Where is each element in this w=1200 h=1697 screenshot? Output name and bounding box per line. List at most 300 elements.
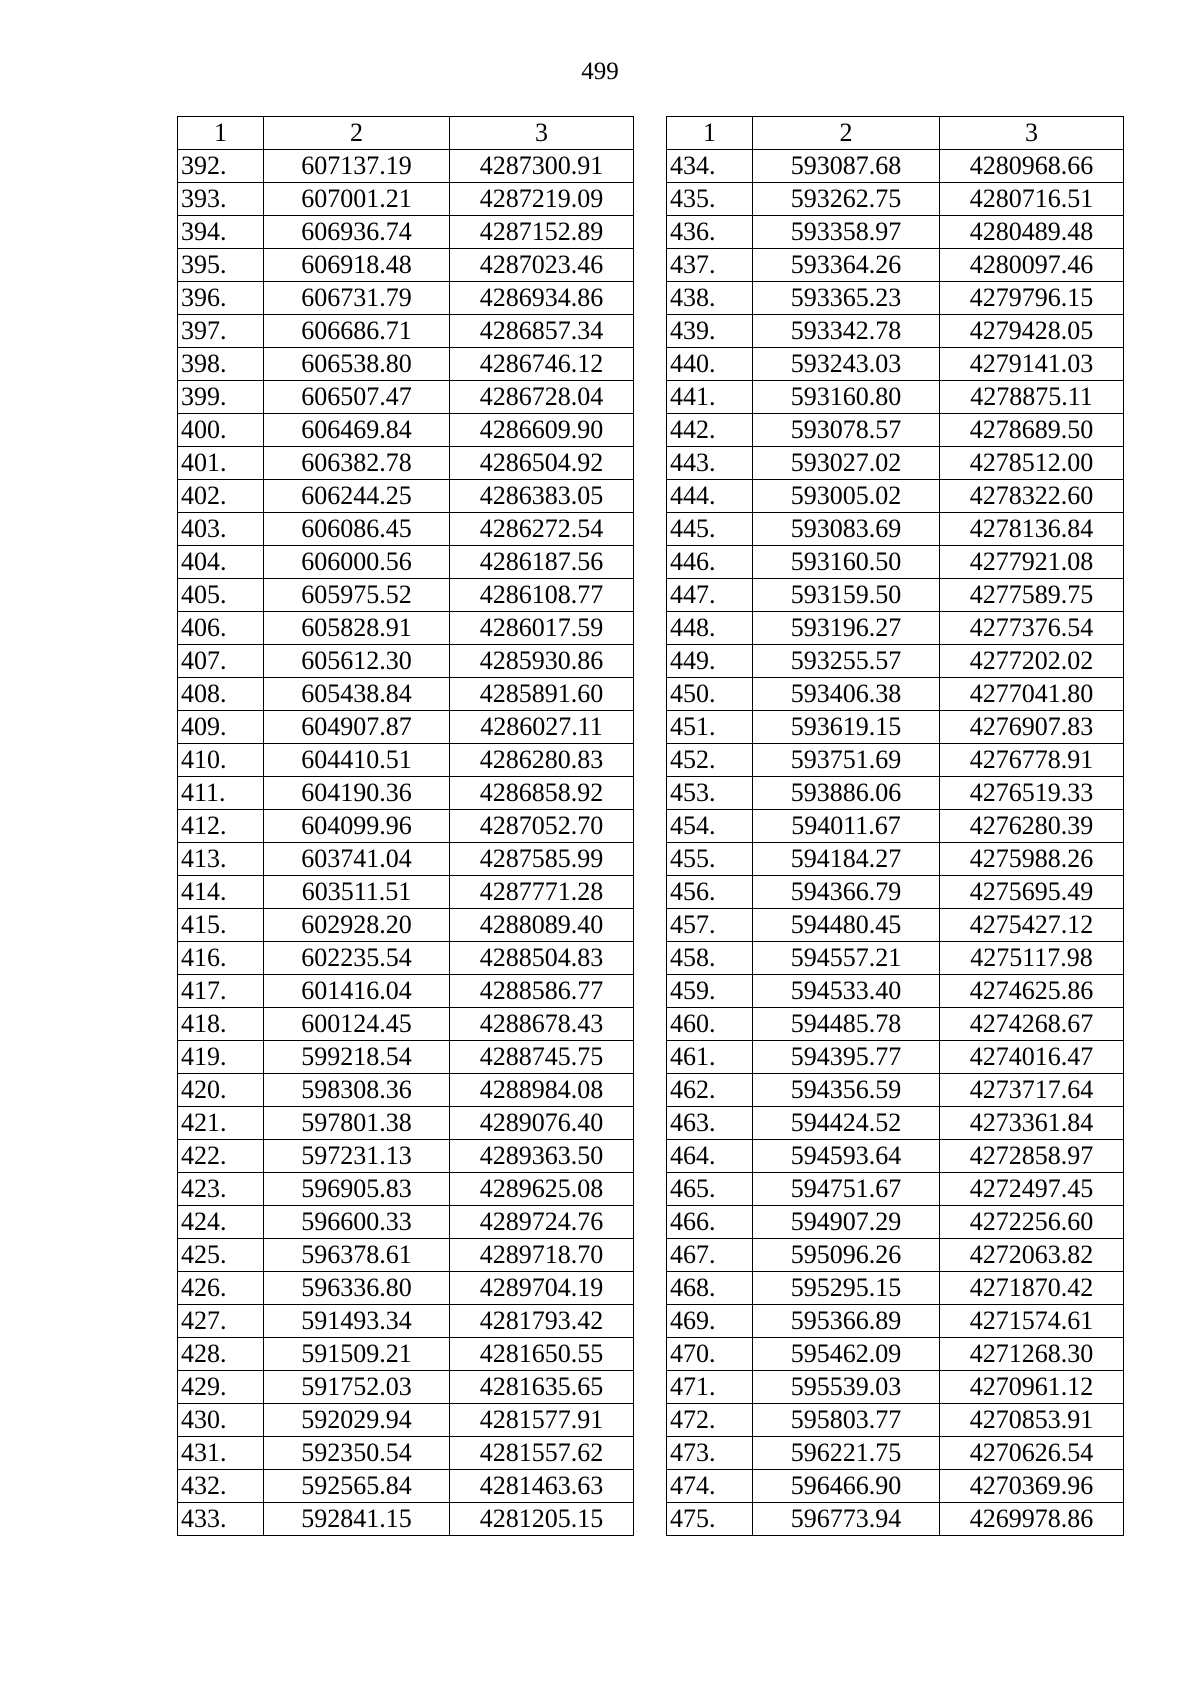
- table-row: [667, 480, 1124, 513]
- table-row: [667, 1470, 1124, 1503]
- table-row: [667, 1074, 1124, 1107]
- point-number-cell: 406.: [178, 612, 264, 645]
- page-number: 499: [581, 58, 619, 85]
- table-row: [178, 942, 634, 975]
- x-coordinate-cell: 592350.54: [264, 1437, 450, 1470]
- y-coordinate-cell: 4277041.80: [940, 678, 1124, 711]
- table-row: [178, 612, 634, 645]
- x-coordinate-cell: 599218.54: [264, 1041, 450, 1074]
- point-number-cell: 459.: [667, 975, 753, 1008]
- point-number-cell: 466.: [667, 1206, 753, 1239]
- table-row: [178, 1107, 634, 1140]
- table-row: [667, 744, 1124, 777]
- y-coordinate-cell: 4276280.39: [940, 810, 1124, 843]
- y-coordinate-cell: 4286027.11: [450, 711, 634, 744]
- x-coordinate-cell: 594557.21: [753, 942, 940, 975]
- y-coordinate-cell: 4288984.08: [450, 1074, 634, 1107]
- x-coordinate-cell: 602928.20: [264, 909, 450, 942]
- x-coordinate-cell: 594751.67: [753, 1173, 940, 1206]
- point-number-cell: 429.: [178, 1371, 264, 1404]
- table-row: [178, 843, 634, 876]
- x-coordinate-cell: 603741.04: [264, 843, 450, 876]
- x-coordinate-cell: 595539.03: [753, 1371, 940, 1404]
- table-row: [178, 480, 634, 513]
- x-coordinate-cell: 593005.02: [753, 480, 940, 513]
- column-header: 2: [264, 117, 450, 150]
- y-coordinate-cell: 4286728.04: [450, 381, 634, 414]
- table-row: [667, 1404, 1124, 1437]
- y-coordinate-cell: 4289625.08: [450, 1173, 634, 1206]
- table-row: [667, 1107, 1124, 1140]
- point-number-cell: 449.: [667, 645, 753, 678]
- x-coordinate-cell: 593078.57: [753, 414, 940, 447]
- y-coordinate-cell: 4277376.54: [940, 612, 1124, 645]
- y-coordinate-cell: 4269978.86: [940, 1503, 1124, 1536]
- x-coordinate-cell: 604410.51: [264, 744, 450, 777]
- point-number-cell: 473.: [667, 1437, 753, 1470]
- table-row: [667, 1272, 1124, 1305]
- table-row: [667, 546, 1124, 579]
- x-coordinate-cell: 596336.80: [264, 1272, 450, 1305]
- x-coordinate-cell: 594533.40: [753, 975, 940, 1008]
- y-coordinate-cell: 4286857.34: [450, 315, 634, 348]
- y-coordinate-cell: 4274016.47: [940, 1041, 1124, 1074]
- y-coordinate-cell: 4289724.76: [450, 1206, 634, 1239]
- y-coordinate-cell: 4275988.26: [940, 843, 1124, 876]
- y-coordinate-cell: 4271268.30: [940, 1338, 1124, 1371]
- point-number-cell: 432.: [178, 1470, 264, 1503]
- y-coordinate-cell: 4280097.46: [940, 249, 1124, 282]
- table-row: [667, 1140, 1124, 1173]
- x-coordinate-cell: 592029.94: [264, 1404, 450, 1437]
- y-coordinate-cell: 4286609.90: [450, 414, 634, 447]
- coordinates-table-right: [666, 116, 1124, 1536]
- point-number-cell: 438.: [667, 282, 753, 315]
- x-coordinate-cell: 593159.50: [753, 579, 940, 612]
- table-row: [667, 1371, 1124, 1404]
- y-coordinate-cell: 4287300.91: [450, 150, 634, 183]
- y-coordinate-cell: 4271574.61: [940, 1305, 1124, 1338]
- x-coordinate-cell: 605438.84: [264, 678, 450, 711]
- point-number-cell: 426.: [178, 1272, 264, 1305]
- y-coordinate-cell: 4288678.43: [450, 1008, 634, 1041]
- x-coordinate-cell: 606469.84: [264, 414, 450, 447]
- x-coordinate-cell: 606538.80: [264, 348, 450, 381]
- y-coordinate-cell: 4281793.42: [450, 1305, 634, 1338]
- y-coordinate-cell: 4286746.12: [450, 348, 634, 381]
- table-row: [667, 876, 1124, 909]
- table-row: [667, 414, 1124, 447]
- table-row: [667, 909, 1124, 942]
- y-coordinate-cell: 4272256.60: [940, 1206, 1124, 1239]
- point-number-cell: 454.: [667, 810, 753, 843]
- y-coordinate-cell: 4278689.50: [940, 414, 1124, 447]
- x-coordinate-cell: 593406.38: [753, 678, 940, 711]
- table-row: [667, 447, 1124, 480]
- x-coordinate-cell: 596466.90: [753, 1470, 940, 1503]
- table-row: [667, 381, 1124, 414]
- x-coordinate-cell: 593083.69: [753, 513, 940, 546]
- x-coordinate-cell: 597231.13: [264, 1140, 450, 1173]
- x-coordinate-cell: 606936.74: [264, 216, 450, 249]
- x-coordinate-cell: 592565.84: [264, 1470, 450, 1503]
- y-coordinate-cell: 4271870.42: [940, 1272, 1124, 1305]
- point-number-cell: 425.: [178, 1239, 264, 1272]
- point-number-cell: 440.: [667, 348, 753, 381]
- point-number-cell: 452.: [667, 744, 753, 777]
- y-coordinate-cell: 4286272.54: [450, 513, 634, 546]
- y-coordinate-cell: 4286858.92: [450, 777, 634, 810]
- x-coordinate-cell: 593255.57: [753, 645, 940, 678]
- point-number-cell: 416.: [178, 942, 264, 975]
- point-number-cell: 421.: [178, 1107, 264, 1140]
- y-coordinate-cell: 4286108.77: [450, 579, 634, 612]
- table-row: [667, 579, 1124, 612]
- table-row: [178, 381, 634, 414]
- y-coordinate-cell: 4286280.83: [450, 744, 634, 777]
- x-coordinate-cell: 607001.21: [264, 183, 450, 216]
- table-row: [178, 876, 634, 909]
- x-coordinate-cell: 604907.87: [264, 711, 450, 744]
- y-coordinate-cell: 4287152.89: [450, 216, 634, 249]
- table-row: [667, 843, 1124, 876]
- table-row: [178, 282, 634, 315]
- point-number-cell: 409.: [178, 711, 264, 744]
- column-header: 3: [940, 117, 1124, 150]
- point-number-cell: 433.: [178, 1503, 264, 1536]
- table-row: [667, 1173, 1124, 1206]
- point-number-cell: 460.: [667, 1008, 753, 1041]
- x-coordinate-cell: 595366.89: [753, 1305, 940, 1338]
- table-row: [178, 777, 634, 810]
- y-coordinate-cell: 4278875.11: [940, 381, 1124, 414]
- y-coordinate-cell: 4289704.19: [450, 1272, 634, 1305]
- table-row: [178, 645, 634, 678]
- point-number-cell: 405.: [178, 579, 264, 612]
- x-coordinate-cell: 593087.68: [753, 150, 940, 183]
- y-coordinate-cell: 4287023.46: [450, 249, 634, 282]
- y-coordinate-cell: 4281577.91: [450, 1404, 634, 1437]
- y-coordinate-cell: 4273717.64: [940, 1074, 1124, 1107]
- y-coordinate-cell: 4288586.77: [450, 975, 634, 1008]
- table-row: [178, 1074, 634, 1107]
- point-number-cell: 441.: [667, 381, 753, 414]
- x-coordinate-cell: 594395.77: [753, 1041, 940, 1074]
- x-coordinate-cell: 606382.78: [264, 447, 450, 480]
- table-row: [667, 975, 1124, 1008]
- x-coordinate-cell: 593160.50: [753, 546, 940, 579]
- y-coordinate-cell: 4272858.97: [940, 1140, 1124, 1173]
- x-coordinate-cell: 596378.61: [264, 1239, 450, 1272]
- point-number-cell: 427.: [178, 1305, 264, 1338]
- y-coordinate-cell: 4289363.50: [450, 1140, 634, 1173]
- y-coordinate-cell: 4278512.00: [940, 447, 1124, 480]
- y-coordinate-cell: 4281557.62: [450, 1437, 634, 1470]
- table-row: [667, 183, 1124, 216]
- table-row: [178, 546, 634, 579]
- y-coordinate-cell: 4279796.15: [940, 282, 1124, 315]
- x-coordinate-cell: 594907.29: [753, 1206, 940, 1239]
- y-coordinate-cell: 4287585.99: [450, 843, 634, 876]
- x-coordinate-cell: 602235.54: [264, 942, 450, 975]
- table-row: [178, 1404, 634, 1437]
- point-number-cell: 447.: [667, 579, 753, 612]
- point-number-cell: 474.: [667, 1470, 753, 1503]
- point-number-cell: 458.: [667, 942, 753, 975]
- x-coordinate-cell: 606000.56: [264, 546, 450, 579]
- table-row: [178, 711, 634, 744]
- point-number-cell: 445.: [667, 513, 753, 546]
- point-number-cell: 417.: [178, 975, 264, 1008]
- table-row: [667, 1239, 1124, 1272]
- table-row: [178, 447, 634, 480]
- table-row: [178, 414, 634, 447]
- x-coordinate-cell: 593342.78: [753, 315, 940, 348]
- y-coordinate-cell: 4275427.12: [940, 909, 1124, 942]
- point-number-cell: 407.: [178, 645, 264, 678]
- point-number-cell: 414.: [178, 876, 264, 909]
- table-row: [178, 810, 634, 843]
- x-coordinate-cell: 593619.15: [753, 711, 940, 744]
- point-number-cell: 418.: [178, 1008, 264, 1041]
- x-coordinate-cell: 593262.75: [753, 183, 940, 216]
- y-coordinate-cell: 4276778.91: [940, 744, 1124, 777]
- point-number-cell: 436.: [667, 216, 753, 249]
- table-row: [178, 1173, 634, 1206]
- point-number-cell: 461.: [667, 1041, 753, 1074]
- column-header: 1: [178, 117, 264, 150]
- point-number-cell: 402.: [178, 480, 264, 513]
- y-coordinate-cell: 4288504.83: [450, 942, 634, 975]
- point-number-cell: 442.: [667, 414, 753, 447]
- y-coordinate-cell: 4287219.09: [450, 183, 634, 216]
- point-number-cell: 401.: [178, 447, 264, 480]
- table-row: [667, 777, 1124, 810]
- x-coordinate-cell: 593358.97: [753, 216, 940, 249]
- x-coordinate-cell: 601416.04: [264, 975, 450, 1008]
- y-coordinate-cell: 4272063.82: [940, 1239, 1124, 1272]
- x-coordinate-cell: 595096.26: [753, 1239, 940, 1272]
- y-coordinate-cell: 4285891.60: [450, 678, 634, 711]
- table-row: [667, 315, 1124, 348]
- x-coordinate-cell: 595295.15: [753, 1272, 940, 1305]
- y-coordinate-cell: 4272497.45: [940, 1173, 1124, 1206]
- column-header: 1: [667, 117, 753, 150]
- y-coordinate-cell: 4286504.92: [450, 447, 634, 480]
- table-row: [667, 1206, 1124, 1239]
- y-coordinate-cell: 4276907.83: [940, 711, 1124, 744]
- point-number-cell: 395.: [178, 249, 264, 282]
- x-coordinate-cell: 592841.15: [264, 1503, 450, 1536]
- point-number-cell: 472.: [667, 1404, 753, 1437]
- point-number-cell: 392.: [178, 150, 264, 183]
- x-coordinate-cell: 594356.59: [753, 1074, 940, 1107]
- point-number-cell: 400.: [178, 414, 264, 447]
- x-coordinate-cell: 594593.64: [753, 1140, 940, 1173]
- x-coordinate-cell: 600124.45: [264, 1008, 450, 1041]
- table-row: [667, 1008, 1124, 1041]
- table-row: [178, 1041, 634, 1074]
- table-row: [667, 645, 1124, 678]
- table-row: [178, 150, 634, 183]
- y-coordinate-cell: 4273361.84: [940, 1107, 1124, 1140]
- point-number-cell: 475.: [667, 1503, 753, 1536]
- point-number-cell: 451.: [667, 711, 753, 744]
- table-row: [667, 513, 1124, 546]
- table-row: [667, 216, 1124, 249]
- x-coordinate-cell: 595803.77: [753, 1404, 940, 1437]
- table-row: [178, 1008, 634, 1041]
- table-row: [178, 1272, 634, 1305]
- point-number-cell: 455.: [667, 843, 753, 876]
- table-row: [178, 1206, 634, 1239]
- point-number-cell: 457.: [667, 909, 753, 942]
- table-row: [178, 744, 634, 777]
- x-coordinate-cell: 593886.06: [753, 777, 940, 810]
- y-coordinate-cell: 4277589.75: [940, 579, 1124, 612]
- y-coordinate-cell: 4281205.15: [450, 1503, 634, 1536]
- y-coordinate-cell: 4288745.75: [450, 1041, 634, 1074]
- x-coordinate-cell: 593751.69: [753, 744, 940, 777]
- y-coordinate-cell: 4286383.05: [450, 480, 634, 513]
- point-number-cell: 464.: [667, 1140, 753, 1173]
- table-row: [178, 1437, 634, 1470]
- table-row: [178, 1371, 634, 1404]
- table-header-row: [178, 117, 634, 150]
- x-coordinate-cell: 594424.52: [753, 1107, 940, 1140]
- x-coordinate-cell: 594480.45: [753, 909, 940, 942]
- point-number-cell: 450.: [667, 678, 753, 711]
- x-coordinate-cell: 594011.67: [753, 810, 940, 843]
- table-row: [667, 942, 1124, 975]
- x-coordinate-cell: 594366.79: [753, 876, 940, 909]
- point-number-cell: 408.: [178, 678, 264, 711]
- table-row: [667, 249, 1124, 282]
- y-coordinate-cell: 4274625.86: [940, 975, 1124, 1008]
- table-row: [667, 711, 1124, 744]
- table-row: [667, 1338, 1124, 1371]
- x-coordinate-cell: 591752.03: [264, 1371, 450, 1404]
- point-number-cell: 439.: [667, 315, 753, 348]
- y-coordinate-cell: 4275117.98: [940, 942, 1124, 975]
- table-header-row: [667, 117, 1124, 150]
- x-coordinate-cell: 606507.47: [264, 381, 450, 414]
- table-row: [667, 348, 1124, 381]
- point-number-cell: 428.: [178, 1338, 264, 1371]
- y-coordinate-cell: 4270961.12: [940, 1371, 1124, 1404]
- y-coordinate-cell: 4286017.59: [450, 612, 634, 645]
- point-number-cell: 397.: [178, 315, 264, 348]
- point-number-cell: 434.: [667, 150, 753, 183]
- x-coordinate-cell: 596905.83: [264, 1173, 450, 1206]
- y-coordinate-cell: 4270369.96: [940, 1470, 1124, 1503]
- y-coordinate-cell: 4276519.33: [940, 777, 1124, 810]
- y-coordinate-cell: 4280489.48: [940, 216, 1124, 249]
- x-coordinate-cell: 593027.02: [753, 447, 940, 480]
- y-coordinate-cell: 4277921.08: [940, 546, 1124, 579]
- x-coordinate-cell: 595462.09: [753, 1338, 940, 1371]
- y-coordinate-cell: 4279141.03: [940, 348, 1124, 381]
- y-coordinate-cell: 4281650.55: [450, 1338, 634, 1371]
- point-number-cell: 424.: [178, 1206, 264, 1239]
- y-coordinate-cell: 4278322.60: [940, 480, 1124, 513]
- point-number-cell: 431.: [178, 1437, 264, 1470]
- table-row: [178, 678, 634, 711]
- table-row: [178, 315, 634, 348]
- point-number-cell: 443.: [667, 447, 753, 480]
- x-coordinate-cell: 593196.27: [753, 612, 940, 645]
- table-row: [178, 1338, 634, 1371]
- y-coordinate-cell: 4279428.05: [940, 315, 1124, 348]
- x-coordinate-cell: 606244.25: [264, 480, 450, 513]
- point-number-cell: 448.: [667, 612, 753, 645]
- y-coordinate-cell: 4289718.70: [450, 1239, 634, 1272]
- point-number-cell: 430.: [178, 1404, 264, 1437]
- y-coordinate-cell: 4275695.49: [940, 876, 1124, 909]
- point-number-cell: 435.: [667, 183, 753, 216]
- point-number-cell: 422.: [178, 1140, 264, 1173]
- x-coordinate-cell: 606731.79: [264, 282, 450, 315]
- x-coordinate-cell: 606918.48: [264, 249, 450, 282]
- point-number-cell: 393.: [178, 183, 264, 216]
- x-coordinate-cell: 606086.45: [264, 513, 450, 546]
- point-number-cell: 413.: [178, 843, 264, 876]
- x-coordinate-cell: 591509.21: [264, 1338, 450, 1371]
- table-row: [667, 1305, 1124, 1338]
- y-coordinate-cell: 4287771.28: [450, 876, 634, 909]
- x-coordinate-cell: 594485.78: [753, 1008, 940, 1041]
- y-coordinate-cell: 4280968.66: [940, 150, 1124, 183]
- point-number-cell: 456.: [667, 876, 753, 909]
- table-row: [178, 216, 634, 249]
- table-row: [667, 810, 1124, 843]
- x-coordinate-cell: 597801.38: [264, 1107, 450, 1140]
- point-number-cell: 420.: [178, 1074, 264, 1107]
- table-row: [178, 1239, 634, 1272]
- table-row: [178, 513, 634, 546]
- y-coordinate-cell: 4281635.65: [450, 1371, 634, 1404]
- x-coordinate-cell: 607137.19: [264, 150, 450, 183]
- y-coordinate-cell: 4274268.67: [940, 1008, 1124, 1041]
- point-number-cell: 423.: [178, 1173, 264, 1206]
- x-coordinate-cell: 605612.30: [264, 645, 450, 678]
- x-coordinate-cell: 606686.71: [264, 315, 450, 348]
- x-coordinate-cell: 603511.51: [264, 876, 450, 909]
- y-coordinate-cell: 4270626.54: [940, 1437, 1124, 1470]
- table-row: [178, 249, 634, 282]
- point-number-cell: 415.: [178, 909, 264, 942]
- y-coordinate-cell: 4277202.02: [940, 645, 1124, 678]
- table-row: [178, 1140, 634, 1173]
- point-number-cell: 412.: [178, 810, 264, 843]
- x-coordinate-cell: 598308.36: [264, 1074, 450, 1107]
- x-coordinate-cell: 593160.80: [753, 381, 940, 414]
- point-number-cell: 410.: [178, 744, 264, 777]
- table-row: [667, 282, 1124, 315]
- point-number-cell: 471.: [667, 1371, 753, 1404]
- table-row: [178, 975, 634, 1008]
- point-number-cell: 419.: [178, 1041, 264, 1074]
- x-coordinate-cell: 596600.33: [264, 1206, 450, 1239]
- y-coordinate-cell: 4281463.63: [450, 1470, 634, 1503]
- x-coordinate-cell: 593365.23: [753, 282, 940, 315]
- y-coordinate-cell: 4286934.86: [450, 282, 634, 315]
- point-number-cell: 463.: [667, 1107, 753, 1140]
- y-coordinate-cell: 4280716.51: [940, 183, 1124, 216]
- table-row: [667, 612, 1124, 645]
- y-coordinate-cell: 4286187.56: [450, 546, 634, 579]
- table-row: [178, 1470, 634, 1503]
